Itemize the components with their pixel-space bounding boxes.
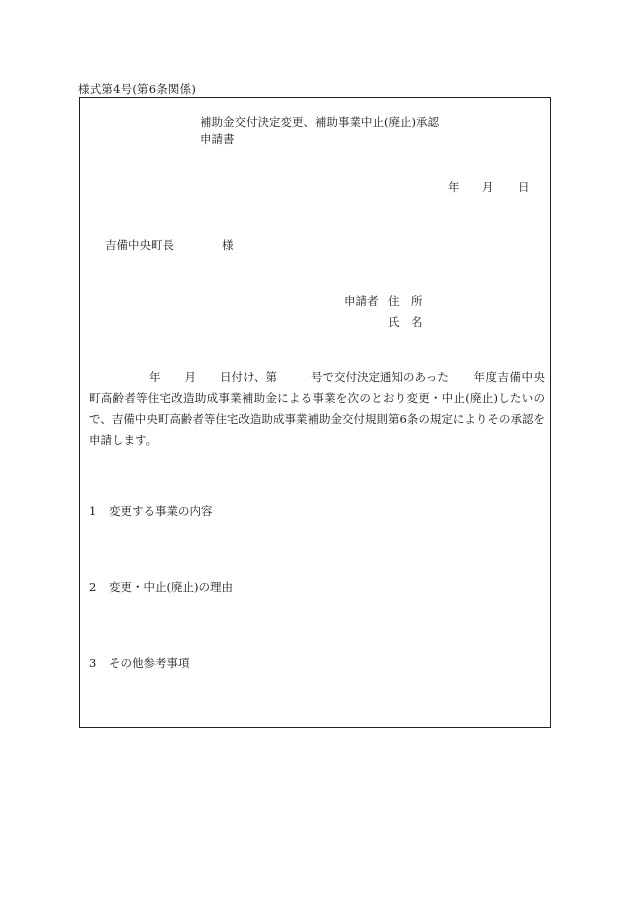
form-title: 補助金交付決定変更、補助事業中止(廃止)承認申請書 bbox=[200, 115, 439, 146]
section-3 bbox=[89, 655, 190, 671]
body-month-label: 月 bbox=[184, 370, 196, 384]
applicant-address-label: 住 所 bbox=[388, 294, 423, 308]
addressee-honorific: 様 bbox=[222, 238, 234, 252]
section-number: 3 bbox=[89, 656, 97, 670]
section-number: 2 bbox=[89, 580, 97, 594]
body-day-suffix: 日付け、第 bbox=[220, 370, 278, 384]
application-body bbox=[89, 367, 545, 451]
addressee-name: 吉備中央町長 bbox=[105, 238, 174, 252]
application-form bbox=[79, 97, 551, 728]
body-text: 年度吉備中央町高齢者等住宅改造助成事業補助金による事業を次のとおり変更・中止(廃止)したいので、吉備中央町高齢者等住宅改造助成事業補助金交付規則第6条の規定によりその承認を申請します。 bbox=[89, 370, 545, 447]
section-label: 変更する事業の内容 bbox=[109, 504, 213, 518]
body-number-suffix: 号で交付決定通知のあった bbox=[311, 370, 449, 384]
section-2 bbox=[89, 579, 233, 595]
form-number: 様式第4号(第6条関係) bbox=[78, 82, 197, 96]
applicant-label: 申請者 bbox=[344, 294, 379, 308]
body-year-label: 年 bbox=[149, 370, 161, 384]
date-day-label: 日 bbox=[518, 180, 530, 194]
section-label: その他参考事項 bbox=[109, 656, 190, 670]
date-month-label: 月 bbox=[482, 180, 494, 194]
section-number: 1 bbox=[89, 504, 97, 518]
applicant-name-label: 氏 名 bbox=[388, 315, 423, 329]
section-label: 変更・中止(廃止)の理由 bbox=[109, 580, 233, 594]
date-year-label: 年 bbox=[448, 180, 460, 194]
section-1 bbox=[89, 503, 213, 519]
